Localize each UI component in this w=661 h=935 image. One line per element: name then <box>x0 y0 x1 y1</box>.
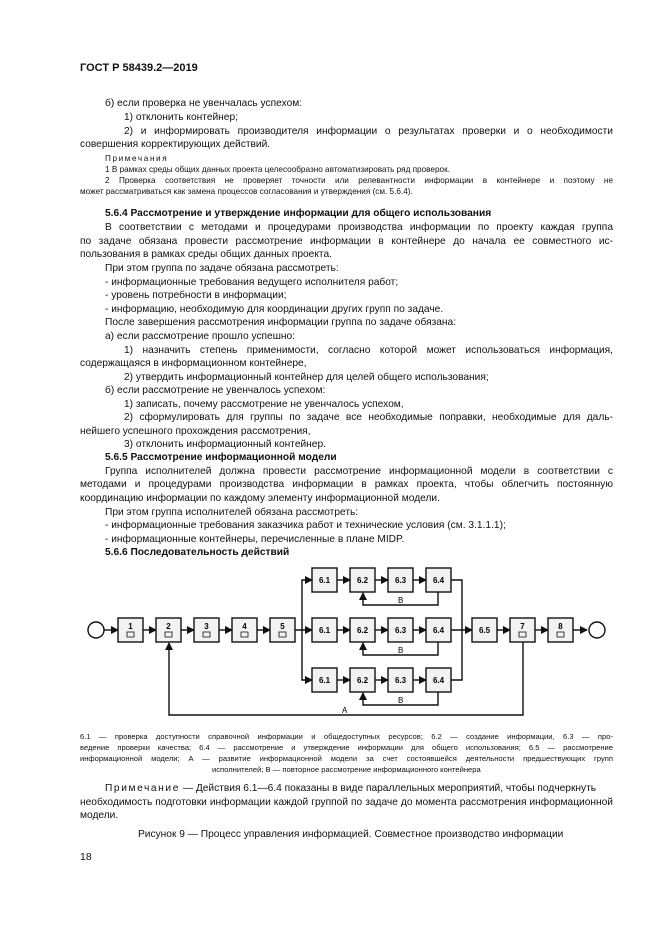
s564-p2: При этом группа по задаче обязана рассмотреть: <box>105 263 339 274</box>
loop-b-label-mid: B <box>398 646 404 655</box>
section-5-6-6-title: 5.6.6 Последовательность действий <box>105 547 290 558</box>
s564-dash-2: - уровень потребности в информации; <box>105 290 287 301</box>
loop-b-label-top: B <box>398 596 404 605</box>
box-7 <box>510 618 535 642</box>
box-2 <box>156 618 181 642</box>
figure-note-text-1: — Действия 6.1—6.4 показаны в виде параллельных мероприятий, чтобы подчеркнуть <box>182 783 597 794</box>
bot-box-6-2-label: 6.2 <box>356 676 369 685</box>
bot-box-6-4-label: 6.4 <box>432 676 445 685</box>
s565-p1-l3: координацию информации по каждому элементу информационной модели. <box>80 493 440 504</box>
legend-line-1: 6.1 — проверка доступности справочной информации и общедоступных ресурсов; 6.2 — создание информации, 6.3 — про- <box>80 732 613 741</box>
bot-box-6-2 <box>350 668 375 692</box>
mid-box-6-3-label: 6.3 <box>394 626 407 635</box>
top-box-6-3 <box>388 568 413 592</box>
figure-note-line-3: модели. <box>80 810 119 821</box>
loop-a-label: A <box>342 706 348 715</box>
box-1-label: 1 <box>128 622 133 631</box>
figure-note-line-1 <box>105 782 596 795</box>
top-box-6-2 <box>350 568 375 592</box>
top-box-6-4 <box>426 568 451 592</box>
s564-p1-l1: В соответствии с методами и процедурами производства информации по проекту каждая группа <box>105 222 613 233</box>
s565-p2: При этом группа исполнителей обязана рассмотреть: <box>105 507 359 518</box>
list-item-b: б) если проверка не увенчалась успехом: <box>105 98 303 109</box>
box-8-label: 8 <box>558 622 563 631</box>
end-node <box>589 622 605 638</box>
s564-a1-l2: содержащаяся в информационном контейнере, <box>80 358 307 369</box>
box-3 <box>194 618 219 642</box>
s564-p1-l2: по задаче обязана провести рассмотрение информации в контейнере до начала ее совместного ис- <box>80 236 613 247</box>
bot-box-6-3 <box>388 668 413 692</box>
start-node <box>88 622 104 638</box>
box-6-5-label: 6.5 <box>478 626 491 635</box>
s564-item-b: б) если рассмотрение не увенчалось успехом: <box>105 385 326 396</box>
process-diagram <box>80 560 610 720</box>
page-number: 18 <box>80 851 92 863</box>
bot-box-6-3-label: 6.3 <box>394 676 407 685</box>
s564-p1-l3: пользования в рамках среды общих данных проекта. <box>80 249 332 260</box>
box-7-label: 7 <box>520 622 525 631</box>
loop-a <box>169 642 523 715</box>
box-1 <box>118 618 143 642</box>
legend-line-2: ведение проверки качества; 6.4 — рассмотрение и утверждение информации для общего использования; 6.5 — рассмотрение <box>80 743 613 752</box>
list-item-b2: 2) и информировать производителя информации о результатах проверки и о необходимости <box>124 126 613 137</box>
mid-box-6-2 <box>350 618 375 642</box>
figure-note-label: Примечание <box>105 783 180 794</box>
top-box-6-2-label: 6.2 <box>356 576 369 585</box>
s564-b3: 3) отклонить информационный контейнер. <box>124 439 326 450</box>
mid-box-6-4-label: 6.4 <box>432 626 445 635</box>
loop-b-label-bot: B <box>398 696 404 705</box>
box-5 <box>270 618 295 642</box>
s564-dash-3: - информацию, необходимую для координации других групп по задаче. <box>105 304 444 315</box>
s565-dash-2: - информационные контейнеры, перечисленные в плане MIDP. <box>105 534 405 545</box>
bot-box-6-1 <box>312 668 337 692</box>
mid-box-6-2-label: 6.2 <box>356 626 369 635</box>
list-item-b1: 1) отклонить контейнер; <box>124 112 238 123</box>
bot-box-6-1-label: 6.1 <box>318 676 331 685</box>
top-box-6-1-label: 6.1 <box>318 576 331 585</box>
s564-dash-1: - информационные требования ведущего исполнителя работ; <box>105 277 399 288</box>
note-1: 1 В рамках среды общих данных проекта целесообразно автоматизировать ряд проверок. <box>105 165 450 174</box>
box-6-5 <box>472 618 497 642</box>
section-5-6-5-title: 5.6.5 Рассмотрение информационной модели <box>105 452 337 463</box>
s565-p1-l2: методами и процедурами производства информации в рамках проекта, чтобы облегчить постоянную <box>80 479 613 490</box>
s564-b1: 1) записать, почему рассмотрение не увенчалось успехом, <box>124 399 404 410</box>
s564-a1-l1: 1) назначить степень применимости, согласно которой может использоваться информация, <box>124 345 613 356</box>
bot-box-6-4 <box>426 668 451 692</box>
box-5-label: 5 <box>280 622 285 631</box>
legend-line-4: исполнителей; B — повторное рассмотрение информационного контейнера <box>212 765 481 774</box>
top-box-6-3-label: 6.3 <box>394 576 407 585</box>
standard-header: ГОСТ Р 58439.2—2019 <box>80 62 198 74</box>
mid-box-6-1-label: 6.1 <box>318 626 331 635</box>
s564-p3: После завершения рассмотрения информации группа по задаче обязана: <box>105 317 457 328</box>
box-4-label: 4 <box>242 622 247 631</box>
mid-box-6-3 <box>388 618 413 642</box>
top-box-6-4-label: 6.4 <box>432 576 445 585</box>
figure-caption: Рисунок 9 — Процесс управления информацией. Совместное производство информации <box>138 829 564 840</box>
box-3-label: 3 <box>204 622 209 631</box>
mid-box-6-1 <box>312 618 337 642</box>
note-2: 2 Проверка соответствия не проверяет точности или релевантности информации в контейнере и поэтому не <box>105 176 613 185</box>
s565-dash-1: - информационные требования заказчика работ и технические условия (см. 3.1.1.1); <box>105 520 506 531</box>
note-2-cont: может рассматриваться как замена процессов согласования и утверждения (см. 5.6.4). <box>80 187 413 196</box>
s564-item-a: а) если рассмотрение прошло успешно: <box>105 331 296 342</box>
s564-b2-l1: 2) сформулировать для группы по задаче все необходимые поправки, необходимые для даль- <box>124 412 613 423</box>
notes-title: Примечания <box>105 154 169 163</box>
mid-box-6-4 <box>426 618 451 642</box>
s564-b2-l2: нейшего успешного прохождения рассмотрения, <box>80 426 311 437</box>
box-4 <box>232 618 257 642</box>
box-8 <box>548 618 573 642</box>
box-2-label: 2 <box>166 622 171 631</box>
section-5-6-4-title: 5.6.4 Рассмотрение и утверждение информации для общего использования <box>105 208 492 219</box>
s565-p1-l1: Группа исполнителей должна провести рассмотрение информационной модели в соответствии с <box>105 466 613 477</box>
top-box-6-1 <box>312 568 337 592</box>
list-item-b2-cont: совершения корректирующих действий. <box>80 139 271 150</box>
s564-a2: 2) утвердить информационный контейнер для целей общего использования; <box>124 372 489 383</box>
figure-note-line-2: необходимость подготовки информации каждой группой по задаче до момента рассмотрения информационной <box>80 797 613 808</box>
legend-line-3: информационной модели; A — развитие информационной модели за счет состоявшейся деятельности предшествующих групп <box>80 754 613 763</box>
